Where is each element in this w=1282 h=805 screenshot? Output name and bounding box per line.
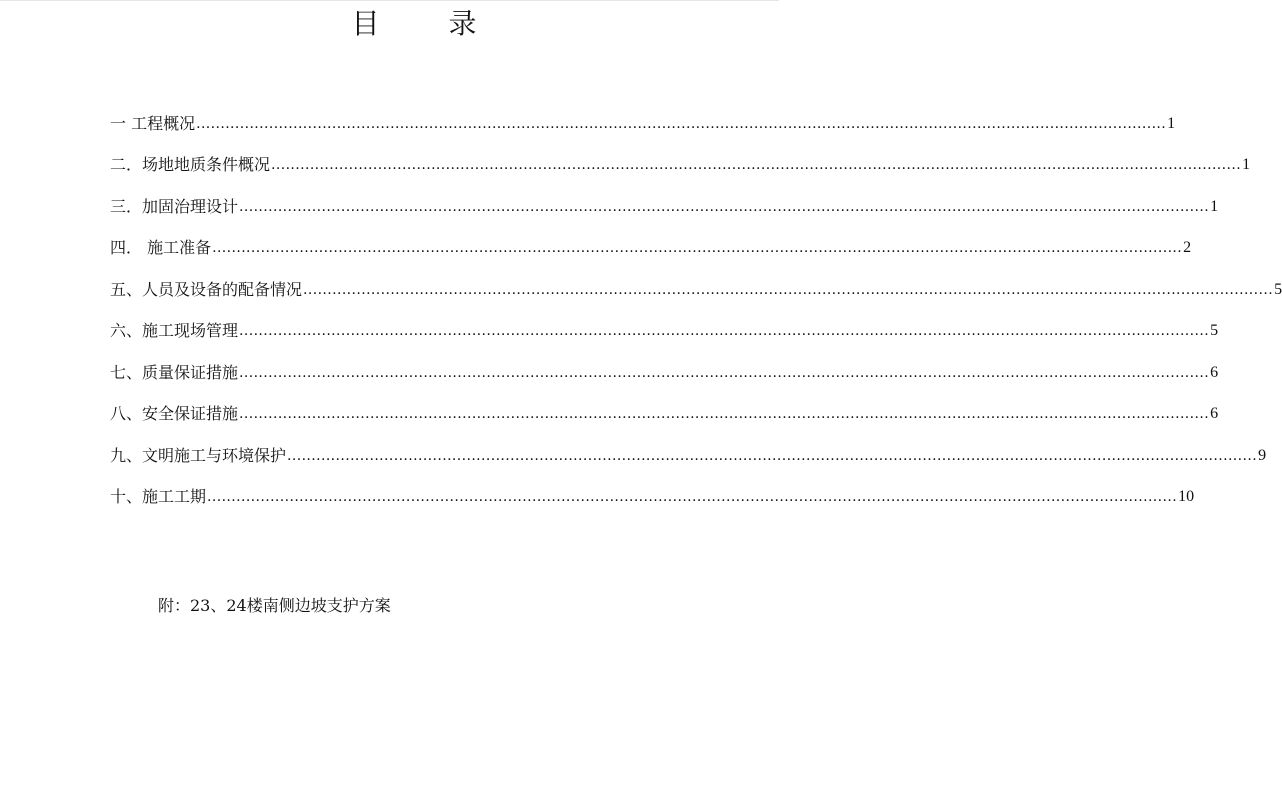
table-of-contents — [110, 94, 1282, 509]
toc-entry-label: 二．场地地质条件概况 — [110, 155, 271, 174]
toc-entry-label: 一 工程概况 — [110, 113, 196, 133]
toc-entry-page: 1 — [1210, 197, 1219, 215]
toc-dot-leader: ........................................................................................................................................................................................................ — [239, 364, 1210, 381]
toc-dot-leader: ........................................................................................................................................................................................................ — [239, 323, 1210, 339]
toc-entry[interactable] — [110, 136, 1251, 178]
toc-entry[interactable] — [110, 177, 1219, 219]
toc-entry-label: 十、施工工期 — [110, 487, 207, 506]
page-top-border — [0, 0, 779, 1]
toc-entry-label: 七、质量保证措施 — [110, 362, 239, 382]
toc-entry[interactable] — [110, 260, 1282, 302]
toc-entry[interactable] — [110, 302, 1219, 344]
toc-entry-page: 6 — [1210, 405, 1219, 422]
toc-entry-page: 5 — [1210, 322, 1219, 339]
toc-dot-leader: ........................................................................................................................................................................................................ — [239, 406, 1210, 422]
toc-entry-page: 9 — [1258, 446, 1267, 464]
toc-entry-label: 五、人员及设备的配备情况 — [110, 279, 303, 299]
toc-dot-leader: ........................................................................................................................................................................................................ — [287, 447, 1258, 464]
toc-entry[interactable] — [110, 94, 1176, 136]
toc-entry-page: 10 — [1178, 488, 1195, 505]
toc-dot-leader: ........................................................................................................................................................................................................ — [271, 157, 1242, 173]
toc-entry[interactable] — [110, 385, 1219, 427]
toc-entry[interactable] — [110, 468, 1195, 510]
toc-entry[interactable] — [110, 343, 1219, 385]
toc-entry-page: 2 — [1183, 239, 1192, 256]
toc-dot-leader: ........................................................................................................................................................................................................ — [207, 489, 1178, 505]
toc-entry-label: 四． 施工准备 — [110, 238, 212, 257]
page-title: 目 录 — [351, 7, 507, 40]
toc-entry-label: 八、安全保证措施 — [110, 404, 239, 423]
appendix-note: 附：23、24楼南侧边坡支护方案 — [158, 596, 391, 615]
toc-dot-leader: ........................................................................................................................................................................................................ — [196, 115, 1167, 132]
toc-entry-page: 1 — [1167, 114, 1176, 132]
toc-entry-page: 6 — [1210, 363, 1219, 381]
toc-entry-label: 九、文明施工与环境保护 — [110, 445, 287, 465]
toc-dot-leader: ........................................................................................................................................................................................................ — [212, 240, 1183, 256]
toc-entry-label: 三．加固治理设计 — [110, 196, 239, 216]
toc-dot-leader: ........................................................................................................................................................................................................ — [303, 281, 1274, 298]
toc-entry-page: 1 — [1242, 156, 1251, 173]
toc-entry-page: 5 — [1274, 280, 1282, 298]
toc-entry-label: 六、施工现场管理 — [110, 321, 239, 340]
toc-entry[interactable] — [110, 426, 1267, 468]
toc-dot-leader: ........................................................................................................................................................................................................ — [239, 198, 1210, 215]
toc-entry[interactable] — [110, 219, 1192, 261]
